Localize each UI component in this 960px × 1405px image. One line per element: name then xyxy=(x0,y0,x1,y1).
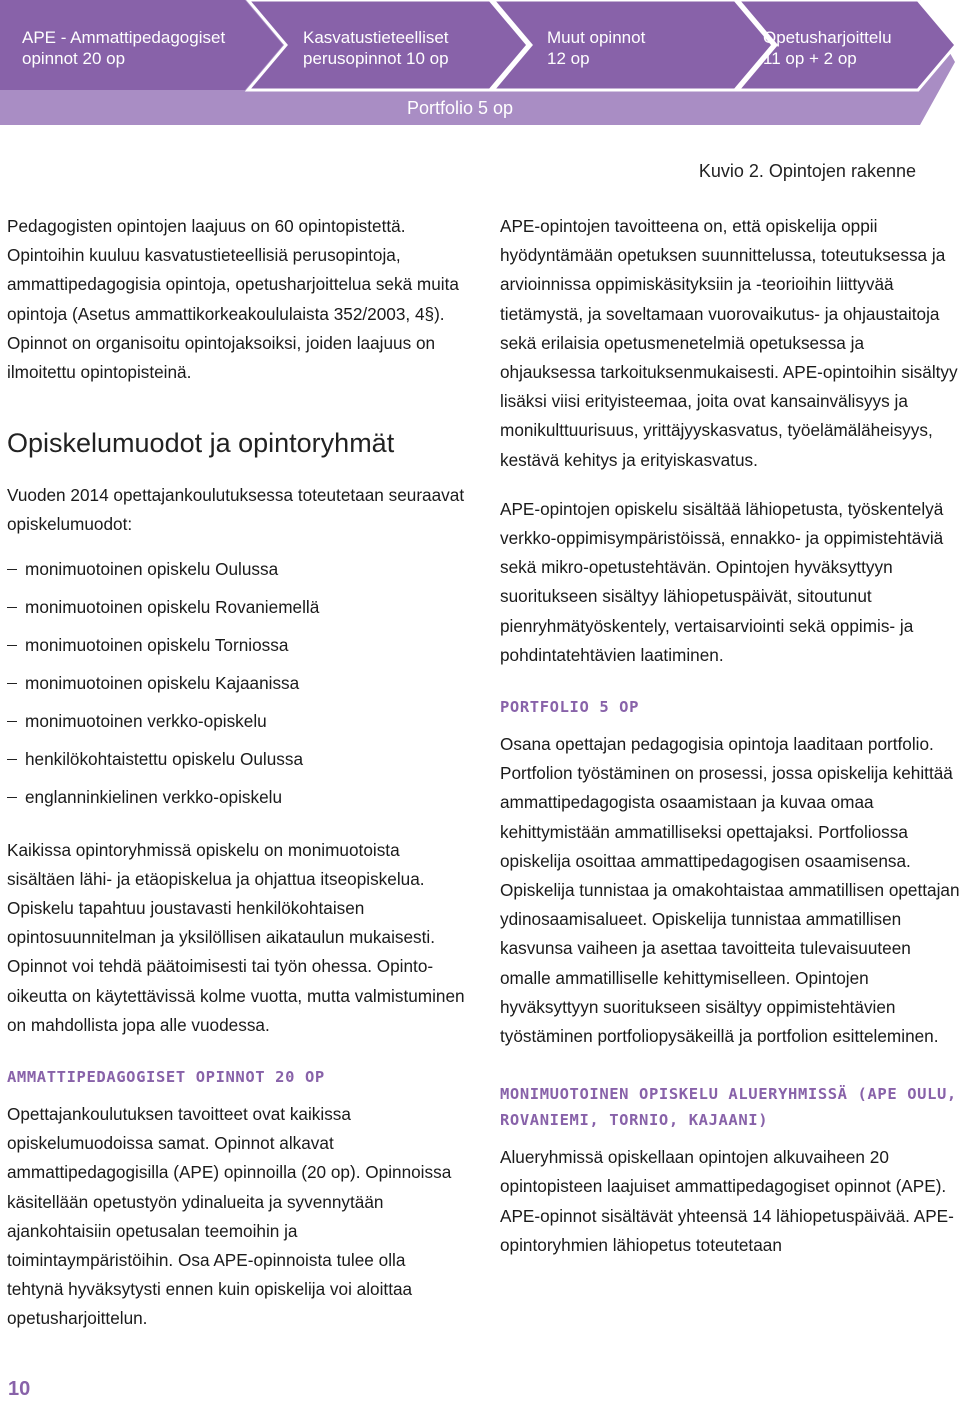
list-item: henkilökohtaistettu opiskelu Oulussa xyxy=(7,740,465,778)
ape-contents-paragraph: APE-opintojen opiskelu sisältää lähiopetusta, työskentelyä verkko-oppimisympäristöissä, ennakko- ja oppimistehtäviä sekä mikro-opetustehtävän. Opintojen hyväksyttyyn suoritukseen sisältyy lähiopetuspäivät, sitoutunut pienryhmätyöskentely, vertaisarviointi sekä oppimis- ja pohdintatehtävien laatiminen. xyxy=(500,498,944,665)
ape-paragraph: Opettajankoulutuksen tavoitteet ovat kaikissa opiskelumuodoissa samat. Opinnot alkavat ammattipedagogisilla (APE) opinnoilla (20 op). Opinnoissa käsitellään opetustyön ydinalueita ja syvennytään ajankohtaisiin opetusalan teemoihin ja toimintaympäristöihin. Osa APE-opinnoista tulee olla tehtynä hyväksytysti ennen kuin opiskelija voi aloittaa opetusharjoittelun. xyxy=(7,1104,452,1329)
groups-paragraph: Kaikissa opintoryhmissä opiskelu on monimuotoista sisältäen lähi- ja etäopiskelua ja ohjattua itseopiskelua. Opiskelu tapahtuu joustavasti henkilökohtaisen opintosuunnitelman ja yksilöllisen aikataulun mukaisesti. Opinnot voi tehdä päätoimisesti tai työn ohessa. Opinto-oikeutta on käytettävissä kolme vuotta, mutta valmistuminen on mahdollista jopa alle vuodessa. xyxy=(7,839,465,1035)
regional-paragraph: Alueryhmissä opiskellaan opintojen alkuvaiheen 20 opintopisteen laajuiset ammattipedagogiset opinnot (APE). APE-opinnot sisältävät yhteensä 14 lähiopetuspäivää. APE-opintoryhmien lähiopetus toteutetaan xyxy=(500,1147,954,1255)
figure-caption: Kuvio 2. Opintojen rakenne xyxy=(698,161,916,181)
arrow-label-kasvatustiede: Kasvatustieteelliset perusopinnot 10 op xyxy=(303,28,449,68)
regional-heading: MONIMUOTOINEN OPISKELU ALUERYHMISSÄ (APE OULU, ROVANIEMI, TORNIO, KAJAANI) xyxy=(500,1085,957,1130)
portfolio-label: Portfolio 5 op xyxy=(406,98,514,118)
arrow-label-muut: Muut opinnot 12 op xyxy=(547,28,646,68)
left-column xyxy=(7,212,465,1334)
list-item: monimuotoinen opiskelu Oulussa xyxy=(7,550,465,588)
list-item: monimuotoinen opiskelu Torniossa xyxy=(7,626,465,664)
list-item: monimuotoinen opiskelu Kajaanissa xyxy=(7,664,465,702)
ape-heading: AMMATTIPEDAGOGISET OPINNOT 20 OP xyxy=(7,1068,325,1087)
list-item: englanninkielinen verkko-opiskelu xyxy=(7,778,465,816)
forms-intro: Vuoden 2014 opettajankoulutuksessa toteutetaan seuraavat opiskelumuodot: xyxy=(7,485,465,535)
study-forms-list xyxy=(7,550,465,816)
page-number: 10 xyxy=(8,1378,31,1400)
arrow-label-harjoittelu: Opetusharjoittelu 11 op + 2 op xyxy=(763,28,892,68)
intro-paragraph: Pedagogisten opintojen laajuus on 60 opintopistettä. Opintoihin kuuluu kasvatustieteellisiä perusopintoja, ammattipedagogisia opintoja, opetusharjoittelua sekä muita opintoja (Asetus ammattikorkeakoululaista 352/2003, 4§). Opinnot on organisoitu opintojaksoiksi, joiden laajuus on ilmoitettu opintopisteinä. xyxy=(7,216,459,383)
section-title: Opiskelumuodot ja opintoryhmät xyxy=(7,428,395,459)
arrow-label-ape: APE - Ammattipedagogiset opinnot 20 op xyxy=(22,28,226,68)
right-column xyxy=(500,212,960,1260)
ape-goals-paragraph: APE-opintojen tavoitteena on, että opiskelija oppii hyödyntämään opetuksen suunnittelussa, toteutuksessa ja arvioinnissa oppimiskäsityksiin ja -teorioihin liittyvää tietämystä, ja soveltamaan vuorovaikutus- ja ohjaustaitoja sekä erilaisia opetusmenetelmiä opetuksessa ja ohjauksessa tarkoituksenmukaisesti. APE-opintoihin sisältyy lisäksi viisi erityisteemaa, joita ovat kansainvälisyys ja monikulttuurisuus, yrittäjyyskasvatus, työelämäläheisyys, kestävä kehitys ja erityiskasvatus. xyxy=(500,216,958,470)
study-structure-diagram xyxy=(0,0,960,125)
list-item: monimuotoinen opiskelu Rovaniemellä xyxy=(7,588,465,626)
portfolio-heading: PORTFOLIO 5 OP xyxy=(500,698,640,717)
portfolio-paragraph: Osana opettajan pedagogisia opintoja laaditaan portfolio. Portfolion työstäminen on prosessi, jossa opiskelija kehittää ammattipedagogista osaamistaan ja kuvaa omaa kehittymistään ammatilliseksi opettajaksi. Portfoliossa opiskelija osoittaa ammattipedagogisen osaamisensa. Opiskelija tunnistaa ja omakohtaistaa ammatillisen opettajan ydinosaamisalueet. Opiskelija tunnistaa ammatillisen kasvunsa vaiheen ja asettaa tavoitteita tulevaisuuteen omalle ammatilliselle kehittymiselleen. Opintojen hyväksyttyyn suoritukseen sisältyy oppimistehtävien työstäminen portfoliopysäkeillä ja portfolion esitteleminen. xyxy=(500,734,960,1047)
list-item: monimuotoinen verkko-opiskelu xyxy=(7,702,465,740)
